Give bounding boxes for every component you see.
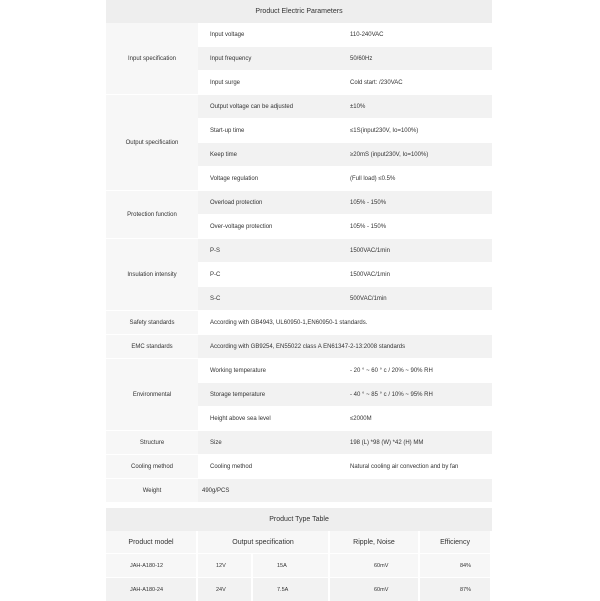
group-label: Output specification (106, 95, 198, 191)
group-label: Safety standards (106, 311, 198, 335)
param-value: ≤1S(input230V, Io=100%) (346, 119, 492, 143)
param-value: - 20 ° ~ 60 ° c / 20% ~ 90% RH (346, 359, 492, 383)
header-efficiency: Efficiency (420, 531, 492, 553)
param-value: 105% - 150% (346, 191, 492, 215)
output-current: 15A (253, 553, 330, 577)
product-model: JAH-A180-24 (106, 577, 198, 601)
param-name: Over-voltage protection (198, 215, 346, 239)
header-output-specification: Output specification (198, 531, 330, 553)
header-product-model: Product model (106, 531, 198, 553)
param-name: Start-up time (198, 119, 346, 143)
param-value: 110-240VAC (346, 23, 492, 47)
param-value: 105% - 150% (346, 215, 492, 239)
param-name: Storage temperature (198, 383, 346, 407)
param-name: Voltage regulation (198, 167, 346, 191)
param-name: Output voltage can be adjusted (198, 95, 346, 119)
param-value: 500VAC/1min (346, 287, 492, 311)
param-name: Input surge (198, 71, 346, 95)
group-label: Environmental (106, 359, 198, 431)
param-value: 198 (L) *98 (W) *42 (H) MM (346, 431, 492, 455)
param-value: ≥20mS (input230V, Io=100%) (346, 143, 492, 167)
param-name: Input voltage (198, 23, 346, 47)
param-name: Working temperature (198, 359, 346, 383)
group-label: Weight (106, 479, 198, 503)
table-title: Product Electric Parameters (106, 0, 492, 23)
efficiency: 87% (420, 577, 492, 601)
output-voltage: 24V (198, 577, 253, 601)
output-current: 7.5A (253, 577, 330, 601)
param-value: Cold start: /230VAC (346, 71, 492, 95)
output-voltage: 12V (198, 553, 253, 577)
param-name: P-S (198, 239, 346, 263)
ripple-noise: 60mV (330, 553, 420, 577)
param-value: - 40 ° ~ 85 ° c / 10% ~ 95% RH (346, 383, 492, 407)
param-name: According with GB9254, EN55022 class A EN61347-2-13:2008 standards (198, 335, 492, 359)
efficiency: 84% (420, 553, 492, 577)
param-value: 490g/PCS (198, 479, 492, 503)
param-name: According with GB4943, UL60950-1,EN60950-1 standards. (198, 311, 492, 335)
product-model: JAH-A180-12 (106, 553, 198, 577)
header-ripple-noise: Ripple, Noise (330, 531, 420, 553)
group-label: Protection function (106, 191, 198, 239)
param-value: 50/60Hz (346, 47, 492, 71)
param-name: S-C (198, 287, 346, 311)
group-label: Insulation intensity (106, 239, 198, 311)
param-name: P-C (198, 263, 346, 287)
param-value: 1500VAC/1min (346, 263, 492, 287)
group-label: Input specification (106, 23, 198, 95)
param-name: Size (198, 431, 346, 455)
param-value: ≤2000M (346, 407, 492, 431)
group-label: Cooling method (106, 455, 198, 479)
group-label: Structure (106, 431, 198, 455)
param-name: Overload protection (198, 191, 346, 215)
param-name: Input frequency (198, 47, 346, 71)
ripple-noise: 60mV (330, 577, 420, 601)
param-value: Natural cooling air convection and by fan (346, 455, 492, 479)
group-label: EMC standards (106, 335, 198, 359)
param-value: 1500VAC/1min (346, 239, 492, 263)
param-name: Keep time (198, 143, 346, 167)
param-value: ±10% (346, 95, 492, 119)
product-type-table (106, 508, 492, 601)
param-name: Cooling method (198, 455, 346, 479)
table-title: Product Type Table (106, 508, 492, 531)
param-name: Height above sea level (198, 407, 346, 431)
electric-parameters-table (106, 0, 492, 503)
param-value: (Full load) ≤0.5% (346, 167, 492, 191)
